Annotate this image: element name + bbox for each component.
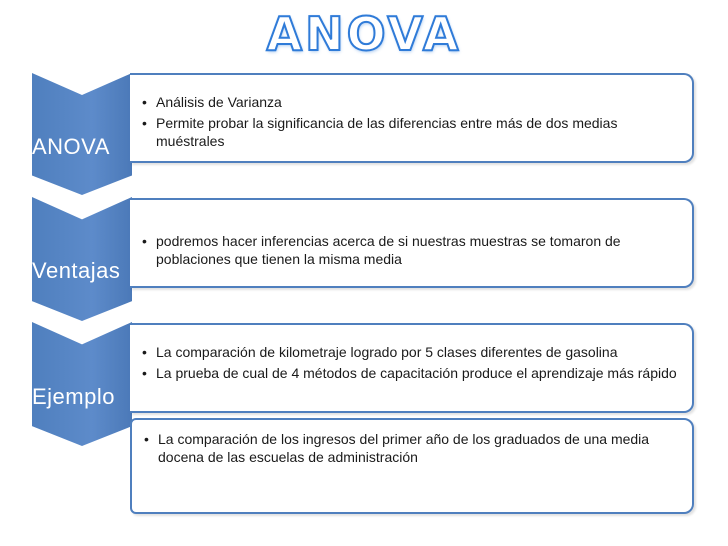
bullet-list-anova (142, 93, 682, 153)
chevron-label-ventajas: Ventajas (32, 258, 121, 283)
chevron-label-ejemplo: Ejemplo (32, 384, 115, 409)
list-item: • podremos hacer inferencias acerca de si nuestras muestras se tomaron de poblaciones que tienen la misma media (142, 232, 682, 268)
list-item: • Análisis de Varianza (142, 93, 682, 111)
box-ventajas (130, 198, 694, 288)
bullet-list-ventajas (142, 232, 682, 271)
box-ejemplo (130, 323, 694, 413)
list-item: • Permite probar la significancia de las diferencias entre más de dos medias muéstrales (142, 114, 682, 150)
list-item: • La prueba de cual de 4 métodos de capacitación produce el aprendizaje más rápido (142, 364, 682, 382)
page-title: ANOVA (266, 7, 462, 61)
bullet-list-ejemplo-extra (144, 430, 682, 469)
list-item: • La comparación de kilometraje logrado por 5 clases diferentes de gasolina (142, 343, 682, 361)
list-item: • La comparación de los ingresos del primer año de los graduados de una media docena de las escuelas de administración (144, 430, 682, 466)
box-ejemplo-extra (130, 418, 694, 514)
chevron-label-anova: ANOVA (32, 134, 110, 159)
box-anova (130, 73, 694, 163)
bullet-list-ejemplo (142, 343, 682, 385)
